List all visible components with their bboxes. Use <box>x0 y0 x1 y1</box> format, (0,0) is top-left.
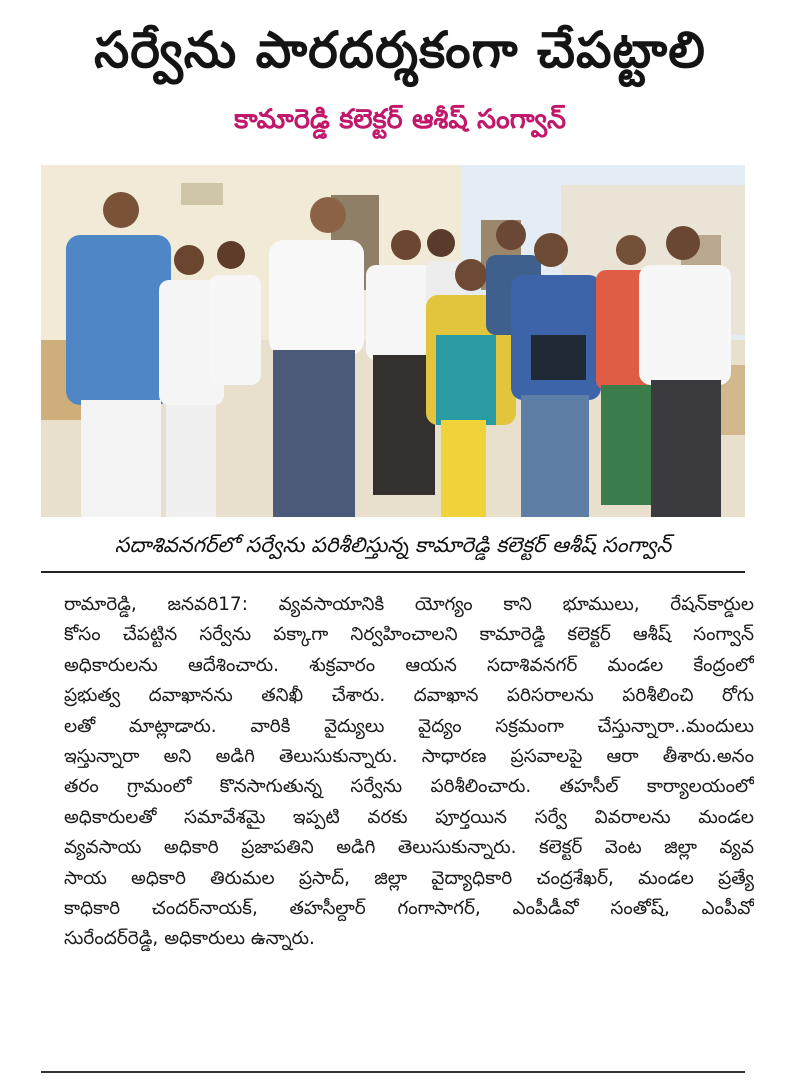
body-line: కోసం చేపట్టిన సర్వేను పక్కాగా నిర్వహించాలని కామారెడ్డి కలెక్టర్ ఆశీష్ సంగ్వాన్ <box>64 624 754 646</box>
body-line: ప్రభుత్వ దవాఖానను తనిఖీ చేశారు. దవాఖాన పరిసరాలను పరిశీలించి రోగు <box>64 685 754 707</box>
article-body <box>64 590 754 955</box>
photo-caption: సదాశివనగర్‌లో సర్వేను పరిశీలిస్తున్న కామారెడ్డి కలెక్టర్ ఆశీష్ సంగ్వాన్ <box>41 521 745 573</box>
body-line: ఇస్తున్నారా అని అడిగి తెలుసుకున్నారు. సాధారణ ప్రసవాలపై ఆరా తీశారు.అనం <box>64 745 754 767</box>
body-line: కాధికారి చందర్‌నాయక్, తహసీల్దార్ గంగాసాగర్, ఎంపీడీవో సంతోష్, ఎంపీవో <box>64 897 754 919</box>
body-line: తరం గ్రామంలో కొనసాగుతున్న సర్వేను పరిశీలించారు. తహసీల్ కార్యాలయంలో <box>64 776 754 798</box>
bottom-rule <box>41 1071 745 1073</box>
body-line: వ్యవసాయ అధికారి ప్రజాపతిని అడిగి తెలుసుకున్నారు. కలెక్టర్ వెంట జిల్లా వ్యవ <box>64 837 754 859</box>
body-line: రామారెడ్డి, జనవరి17: వ్యవసాయానికి యోగ్యం కాని భూములు, రేషన్‌కార్డుల <box>64 594 754 615</box>
subheadline: కామారెడ్డి కలెక్టర్ ఆశీష్ సంగ్వాన్ <box>234 104 566 135</box>
headline: సర్వేను పారదర్శకంగా చేపట్టాలి <box>94 21 706 79</box>
body-line: సురేందర్‌రెడ్డి, అధికారులు ఉన్నారు. <box>64 928 315 950</box>
body-line: లతో మాట్లాడారు. వారికి వైద్యులు వైద్యం సక్రమంగా చేస్తున్నారా..మందులు <box>64 715 754 737</box>
news-photo <box>41 165 745 517</box>
body-line: సాయ అధికారి తిరుమల ప్రసాద్, జిల్లా వైద్యాధికారి చంద్రశేఖర్, మండల ప్రత్యే <box>64 867 754 889</box>
body-line: అధికారులతో సమావేశమై ఇప్పటి వరకు పూర్తయిన సర్వే వివరాలను మండల <box>64 806 754 828</box>
body-line: అధికారులను ఆదేశించారు. శుక్రవారం ఆయన సదాశివనగర్ మండల కేంద్రంలో <box>64 654 754 676</box>
